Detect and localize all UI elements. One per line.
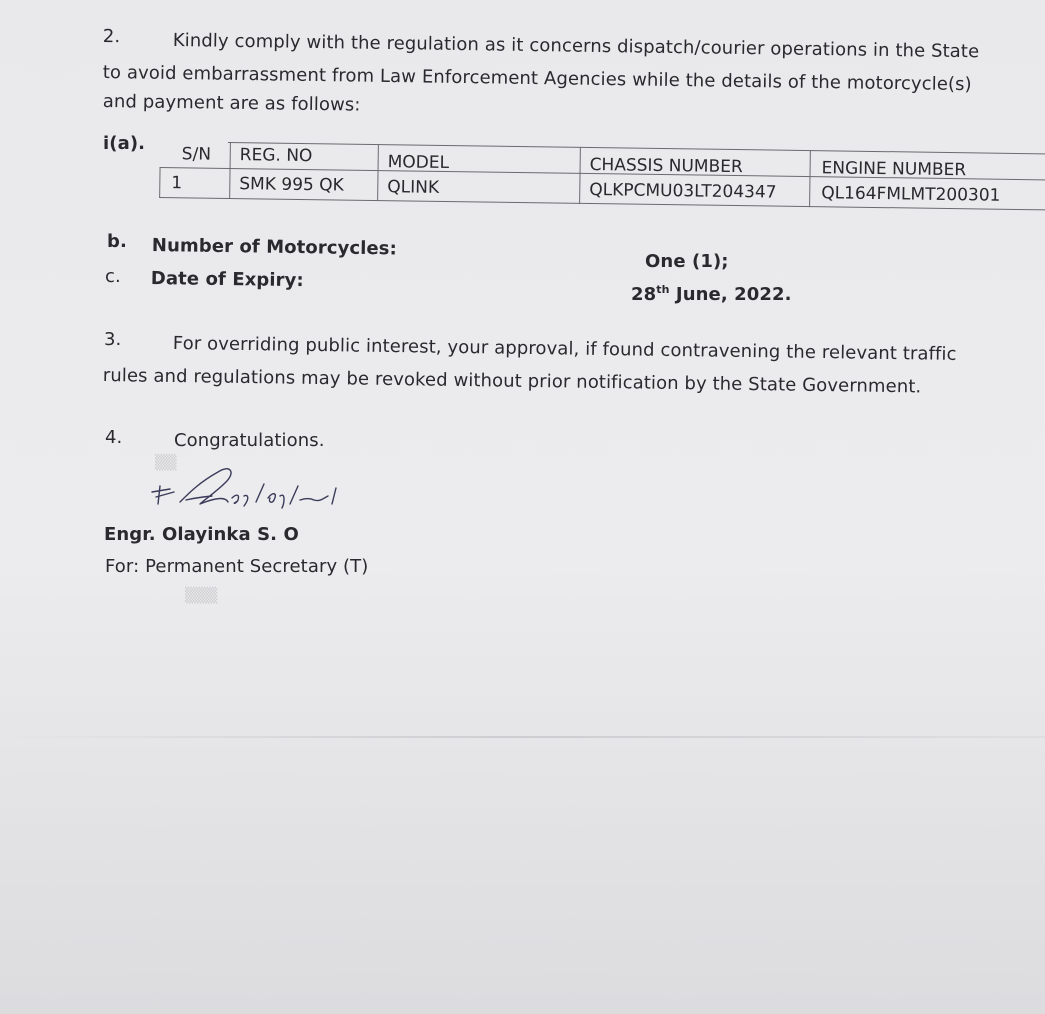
- para4-text: Congratulations.: [174, 430, 325, 451]
- item-b-label: b.: [107, 231, 127, 252]
- para2-line1: Kindly comply with the regulation as it concerns dispatch/courier operations in the State: [172, 30, 980, 63]
- table-header-sn: S/N: [181, 144, 212, 165]
- item-c-day: 28: [631, 284, 657, 305]
- item-ia-label: i(a).: [103, 133, 146, 154]
- paper-fold-line: [0, 736, 1045, 738]
- para2-line2: to avoid embarrassment from Law Enforcement Agencies while the details of the motorcycle(s): [102, 62, 972, 96]
- para3-line2: rules and regulations may be revoked without prior notification by the State Government.: [102, 365, 922, 398]
- table-cell-sn: 1: [171, 173, 183, 194]
- item-c-day-suffix: th: [656, 283, 670, 296]
- para2-line3: and payment are as follows:: [102, 91, 361, 116]
- para3-number: 3.: [104, 329, 122, 350]
- item-c-month-year: June, 2022.: [669, 284, 792, 305]
- item-c-title: Date of Expiry:: [150, 268, 304, 292]
- table-header-engine-number: ENGINE NUMBER: [821, 158, 967, 181]
- item-b-value: One (1);: [645, 251, 729, 272]
- signatory-role: For: Permanent Secretary (T): [105, 556, 369, 577]
- table-cell-reg-no: SMK 995 QK: [239, 174, 344, 196]
- table-cell-engine-number: QL164FMLMT200301: [821, 183, 1001, 206]
- faint-stamp-mark: ▒▒: [155, 455, 177, 471]
- item-c-value: [631, 283, 792, 305]
- para2-number: 2.: [102, 26, 121, 48]
- item-c-label: c.: [105, 266, 121, 287]
- table-header-model: MODEL: [387, 152, 450, 174]
- item-b-title: Number of Motorcycles:: [151, 235, 398, 260]
- table-header-chassis-number: CHASSIS NUMBER: [589, 155, 743, 178]
- table-header-reg-no: REG. NO: [239, 145, 313, 167]
- table-cell-chassis-number: QLKPCMU03LT204347: [589, 180, 777, 203]
- faint-stamp-mark-lower: ▒▒▒: [185, 588, 218, 604]
- handwritten-signature: [140, 452, 350, 522]
- motorcycle-table: [159, 136, 1045, 233]
- para4-number: 4.: [105, 427, 123, 448]
- para3-line1: For overriding public interest, your approval, if found contravening the relevant traffic: [172, 333, 957, 365]
- signatory-name: Engr. Olayinka S. O: [104, 524, 299, 545]
- table-cell-model: QLINK: [387, 177, 440, 198]
